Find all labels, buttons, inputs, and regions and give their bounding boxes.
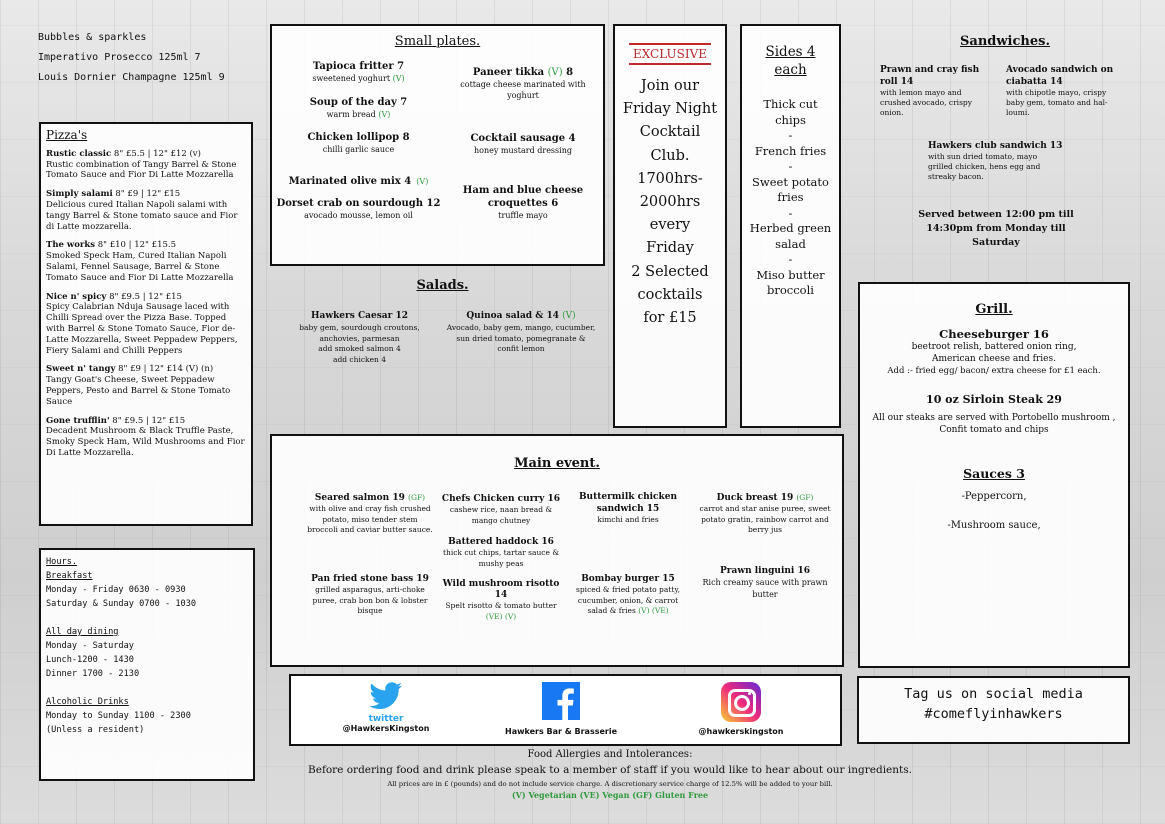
sides-box [740,24,841,428]
main-event-box [270,434,844,667]
main-item [436,579,566,622]
burger-name: Cheeseburger 16 [939,327,1049,341]
item-name: Battered haddock 16 [448,537,554,547]
item-desc: with sun dried tomato, mayo grilled chicken, hens egg and streaky bacon. [928,152,1041,181]
item-desc: avocado mousse, lemon oil [304,211,413,220]
side-item: Miso butter broccoli [756,267,825,297]
twitter-wordmark: twitter [368,714,404,724]
pizza-name: Nice n' spicy [46,291,107,302]
hours-line: Monday - Saturday [46,641,134,651]
pizza-item [46,240,246,283]
small-plate-item [276,96,441,131]
item-name: Wild mushroom risotto 14 [442,579,560,600]
main-col-3 [570,492,686,617]
item-name: Avocado sandwich on ciabatta 14 [1006,65,1114,87]
small-plates-left [276,60,441,221]
pizza-desc: Decadent Mushroom & Black Truffle Paste, Smoky Speck Ham, Wild Mushrooms and Fior Di Latte Mozzarella. [46,426,245,458]
item-price: 8 [566,67,574,78]
exclusive-badge: EXCLUSIVE [629,43,711,65]
hours-box [39,548,255,781]
twitter-icon [369,682,403,710]
facebook-handle: Hawkers Bar & Brasserie [505,727,617,736]
pizza-list [46,149,246,459]
pizza-price: 8" £5.5 | 12" £12 (v) [113,148,201,159]
small-plate-item [276,131,441,169]
salad-item [446,310,596,355]
diet-tag: (VE) (V) [485,611,517,621]
exclusive-text [615,75,725,330]
small-plate-item [448,184,598,221]
main-col-4 [690,492,840,601]
item-desc: honey mustard dressing [474,146,572,155]
hours-line: Saturday & Sunday 0700 - 1030 [46,599,197,609]
small-plate-item [276,197,441,221]
exclusive-line: for £15 [643,310,697,327]
hours-heading: Hours. [46,557,78,567]
main-item [306,574,434,617]
sauce-item: -Mushroom sauce, [947,520,1041,531]
instagram-block[interactable] [686,682,796,736]
item-name: Bombay burger 15 [581,574,675,584]
main-item [570,492,686,574]
item-name: Paneer tikka [472,67,545,78]
item-desc: Spelt risotto & tomato butter [445,601,557,610]
sandwiches-served: Served between 12:00 pm till 14:30pm from Monday till Saturday [918,209,1074,248]
item-desc: Avocado, baby gem, mango, cucumber, sun dried tomato, pomegranate & confit lemon [446,323,596,353]
tag-box [857,676,1130,744]
pizzas-heading: Pizza's [46,128,88,142]
item-name: Chicken lollipop 8 [307,132,410,143]
twitter-handle: @HawkersKingston [342,724,430,733]
hours-line: Dinner 1700 - 2130 [46,669,140,679]
item-desc: with lemon mayo and crushed avocado, crispy onion. [880,88,972,117]
grill-box [858,282,1130,668]
item-name: Soup of the day 7 [309,97,408,108]
allergy-heading: Food Allergies and Intolerances: [527,749,693,760]
social-box [289,674,842,746]
diet-tag: (GF) [408,493,426,502]
burger-desc: beetroot relish, battered onion ring, American cheese and fries. [911,342,1077,364]
sandwiches-heading: Sandwiches. [960,34,1050,49]
side-item: Thick cut chips [763,97,818,127]
exclusive-line: Join our [640,78,700,94]
small-plate-item [448,66,598,132]
item-desc: truffle mayo [498,211,548,220]
hours-line: Lunch-1200 - 1430 [46,655,134,665]
item-name: Dorset crab on sourdough 12 [276,198,441,209]
pizza-name: Gone trufflin' [46,415,110,426]
small-plates-heading: Small plates. [394,34,481,49]
facebook-block[interactable] [496,682,626,736]
sandwich-item [1006,64,1126,118]
item-name: Quinoa salad & 14 [466,311,559,321]
instagram-handle: @hawkerskingston [698,727,784,736]
exclusive-line: 2000hrs [639,194,701,211]
pizzas-box [39,122,253,526]
item-name: Buttermilk chicken sandwich 15 [578,492,678,514]
alcohol-heading: Alcoholic Drinks [46,697,129,707]
item-desc: warm bread [326,110,376,119]
exclusive-line: every [649,217,691,234]
bubbles-section [38,28,258,88]
side-separator: - [788,205,793,220]
item-name: Ham and blue cheese croquettes 6 [462,185,584,209]
main-col-2 [436,494,566,622]
exclusive-line: Club. [650,147,690,164]
small-plate-item [276,60,441,96]
small-plate-item [276,169,441,197]
exclusive-box [613,24,727,428]
steak-desc: All our steaks are served with Portobello mushroom , Confit tomato and chips [872,413,1116,435]
hours-line: Monday - Friday 0630 - 0930 [46,585,186,595]
pizza-desc: Spicy Calabrian Nduja Sausage laced with Chilli Spread over the Pizza Base. Topped with Barrel & Stone Tomato Sauce, Fior de-Latte Mozzarella, Sweet Peppadew Peppers, Fiery Salami and Chilli Peppers [46,302,238,356]
item-name: Pan fried stone bass 19 [311,574,429,584]
pizza-name: Rustic classic [46,148,112,159]
hashtag: #comeflyinhawkers [924,706,1063,722]
item-desc: spiced & fried potato patty, cucumber, onion, & carrot salad & fries [576,585,680,615]
pizza-desc: Delicious cured Italian Napoli salami with tangy Barrel & Stone tomato sauce and Fior di Latte mozzarella. [46,199,238,232]
pizza-item [46,416,246,459]
pizza-desc: Tangy Goat's Cheese, Sweet Peppadew Peppers, Pesto and Barrel & Stone Tomato Sauce [46,375,231,407]
item-desc: kimchi and fries [597,515,659,524]
item-desc: Rich creamy sauce with prawn butter [702,578,828,599]
exclusive-line: 2 Selected [631,263,709,280]
item-name: Seared salmon 19 [314,493,405,503]
breakfast-heading: Breakfast [46,571,93,581]
allday-heading: All day dining [46,627,119,637]
pizza-price: 8" £9 | 12" £15 [115,189,181,200]
item-desc: with chipotle mayo, crispy baby gem, tomato and hal-loumi. [1006,88,1108,117]
main-item [690,566,840,601]
diet-tag: (V) [392,74,405,83]
item-name: Cocktail sausage 4 [470,133,576,144]
side-item: Herbed green salad [749,221,832,251]
item-desc: carrot and star anise puree, sweet potato gratin, rainbow carrot and berry jus [699,504,831,534]
sauces-heading: Sauces 3 [963,466,1025,481]
diet-tag: (V) [562,311,576,321]
hours-line: (Unless a resident) [46,725,145,735]
sandwiches-section [860,34,1150,284]
salads-heading: Salads. [416,278,469,293]
pizza-desc: Smoked Speck Ham, Cured Italian Napoli Salami, Fennel Sausage, Barrel & Stone Tomato Sauce and Fior Di Latte Mozzarella [46,251,234,283]
sandwich-item [880,64,990,118]
bubbles-item: Louis Dornier Champagne 125ml 9 [38,72,225,83]
small-plates-box [270,24,605,266]
diet-tag: (V) [378,110,391,119]
pizza-item [46,292,246,357]
instagram-icon [721,682,761,722]
footer [260,748,960,800]
item-desc: cottage cheese marinated with yoghurt [460,80,586,100]
pizza-name: The works [46,240,96,251]
bubbles-item: Imperativo Prosecco 125ml 7 [38,52,201,63]
pizza-item [46,364,246,407]
side-separator: - [788,252,793,266]
main-item [690,492,840,566]
item-name: Chefs Chicken curry 16 [441,494,561,504]
pizza-price: 8" £9.5 | 12" £15 [112,415,186,426]
side-separator: - [788,159,793,173]
pizza-item [46,149,246,181]
main-col-1 [306,492,434,617]
burger-add: Add :- fried egg/ bacon/ extra cheese for £1 each. [887,366,1101,376]
item-name: Hawkers club sandwich 13 [928,141,1063,151]
main-item [570,574,686,617]
pizza-name: Sweet n' tangy [46,364,116,375]
item-desc: chilli garlic sauce [322,145,395,154]
main-item [436,537,566,579]
item-desc: with olive and cray fish crushed potato, miso tender stem broccoli and caviar butter sauce. [307,504,433,534]
small-plates-right [448,66,598,221]
item-name: Marinated olive mix 4 [288,176,412,187]
pizza-price: 8" £10 | 12" £15.5 [97,240,176,251]
exclusive-line: Cocktail [639,124,701,141]
item-name: Prawn and cray fish roll 14 [880,65,980,87]
pizza-name: Simply salami [46,189,113,200]
pizza-item [46,189,246,232]
exclusive-line: Friday Night [622,101,718,118]
item-name: Prawn linguini 16 [719,566,811,576]
main-event-heading: Main event. [514,456,600,471]
diet-tag: (V) (VE) [638,606,669,615]
diet-tag: (GF) [796,493,814,502]
item-desc: cashew rice, naan bread & mango chutney [449,505,553,525]
item-desc: sweetened yoghurt [312,74,391,83]
exclusive-line: cocktails [637,286,703,303]
item-desc: baby gem, sourdough croutons, anchovies, parmesan [299,323,420,343]
tag-line: Tag us on social media [904,686,1083,702]
sides-heading: Sides 4 each [765,44,816,78]
side-item: Sweet potato fries [752,174,829,204]
item-desc: thick cut chips, tartar sauce & mushy peas [442,548,560,568]
sauce-item: -Peppercorn, [961,491,1027,502]
item-name: Tapioca fritter 7 [312,61,405,72]
main-item [436,494,566,537]
diet-legend: (V) Vegetarian (VE) Vegan (GF) Gluten Free [511,790,709,800]
diet-tag: (V) [547,67,563,78]
salads-section [280,278,605,388]
small-plate-item [448,132,598,184]
pizza-desc: Rustic combination of Tangy Barrel & Stone Tomato Sauce and Fior Di Latte Mozzarella [46,159,237,181]
side-item: French fries [754,143,827,158]
sandwich-item [928,140,1063,182]
allergy-text: Before ordering food and drink please speak to a member of staff if you would like to hear about our ingredients. [308,764,912,776]
facebook-icon [542,682,580,720]
side-separator: - [788,128,793,142]
grill-heading: Grill. [975,302,1013,317]
bubbles-heading: Bubbles & sparkles [38,32,147,43]
pizza-price: 8" £9 | 12" £14 (V) (n) [118,364,214,375]
salad-item [292,310,427,365]
salad-extra: add smoked salmon 4 [318,344,401,353]
salad-extra: add chicken 4 [332,354,387,364]
item-name: Hawkers Caesar 12 [310,311,408,321]
main-item [306,492,434,574]
exclusive-line: Friday [646,240,694,257]
prices-note: All prices are in £ (pounds) and do not include service charge. A discretionary service charge of 12.5% will be added to your bill. [387,780,833,788]
item-name: Duck breast 19 [716,493,794,503]
diet-tag: (V) [416,177,429,186]
pizza-price: 8" £9.5 | 12" £15 [109,291,182,302]
twitter-block[interactable] [341,682,431,733]
hours-line: Monday to Sunday 1100 - 2300 [46,711,191,721]
item-desc: grilled asparagus, arti-choke puree, crab bon bon & lobster bisque [312,585,428,615]
steak-name: 10 oz Sirloin Steak 29 [926,393,1062,406]
exclusive-line: 1700hrs- [637,170,703,187]
